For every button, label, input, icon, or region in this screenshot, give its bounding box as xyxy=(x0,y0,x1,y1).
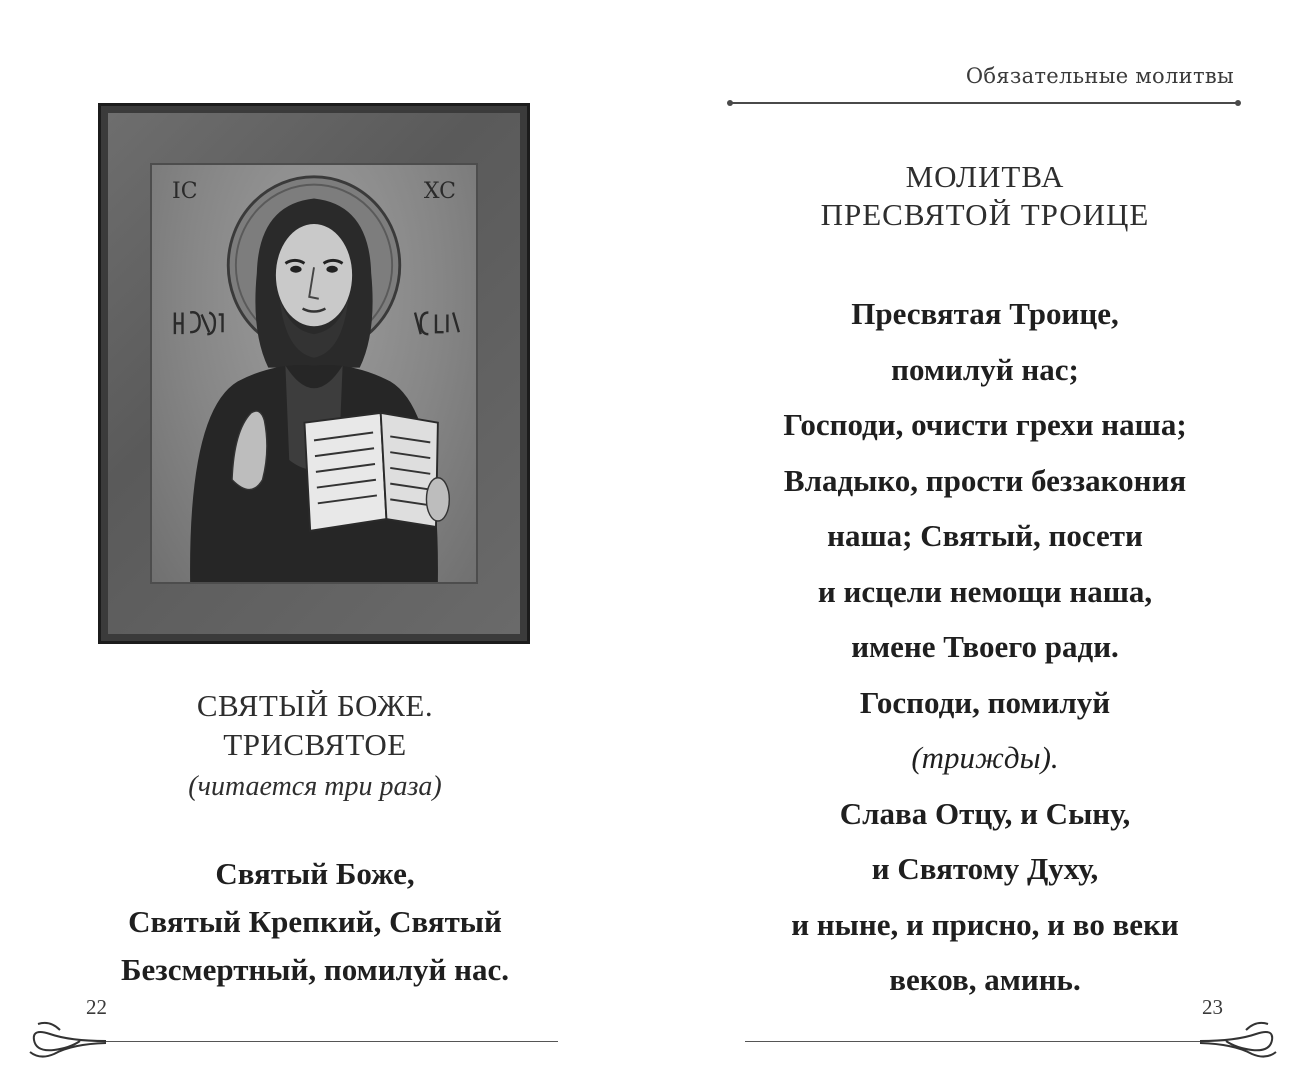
prayer-line: помилуй нас; xyxy=(891,351,1079,387)
prayer-line: наша; Святый, посети xyxy=(827,518,1143,553)
page-number-left: 22 xyxy=(86,995,107,1019)
footer-rule-right xyxy=(745,1041,1203,1042)
running-header: Обязательные молитвы xyxy=(965,64,1234,88)
footer-rule-left xyxy=(100,1041,558,1042)
trinity-prayer xyxy=(700,286,1270,1008)
title-line: СВЯТЫЙ БОЖЕ. xyxy=(196,688,434,723)
prayer-line: и ныне, и присно, и во веки xyxy=(791,906,1179,942)
prayer-line: веков, аминь. xyxy=(889,962,1081,997)
prayer-line-rubric: (трижды). xyxy=(911,740,1059,775)
prayer-line: Святый Боже, xyxy=(215,856,415,891)
prayer-line: Пресвятая Троице, xyxy=(851,296,1119,331)
prayer-line: Святый Крепкий, Святый xyxy=(128,904,502,939)
icon-inscription-right: XC xyxy=(423,179,456,204)
trisagion-title xyxy=(60,686,570,764)
reading-note: (читается три раза) xyxy=(188,771,442,802)
flourish-right-icon xyxy=(1196,1010,1286,1060)
trinity-prayer-title xyxy=(700,158,1270,234)
flourish-left-icon xyxy=(20,1010,110,1060)
christ-pantocrator-icon xyxy=(152,165,476,582)
prayer-line: имене Твоего ради. xyxy=(851,629,1119,664)
prayer-line: и Святому Духу, xyxy=(871,851,1099,886)
title-line: ПРЕСВЯТОЙ ТРОИЦЕ xyxy=(820,197,1150,232)
header-rule xyxy=(730,102,1238,104)
title-line: ТРИСВЯТОЕ xyxy=(223,727,407,762)
prayer-line: Безсмертный, помилуй нас. xyxy=(121,952,509,987)
trisagion-prayer xyxy=(60,850,570,994)
prayer-line: Господи, очисти грехи наша; xyxy=(783,407,1187,442)
title-line: МОЛИТВА xyxy=(905,159,1065,194)
prayer-line: Господи, помилуй xyxy=(859,684,1111,720)
prayer-line: Слава Отцу, и Сыну, xyxy=(839,795,1131,831)
prayer-line: и исцели немощи наша, xyxy=(817,573,1153,609)
prayer-line: Владыко, прости беззакония xyxy=(783,462,1187,498)
page-number-right: 23 xyxy=(1202,995,1223,1019)
icon-border xyxy=(108,113,520,634)
icon-image xyxy=(98,103,530,644)
icon-panel xyxy=(150,163,478,584)
icon-inscription-left: IC xyxy=(172,179,198,204)
